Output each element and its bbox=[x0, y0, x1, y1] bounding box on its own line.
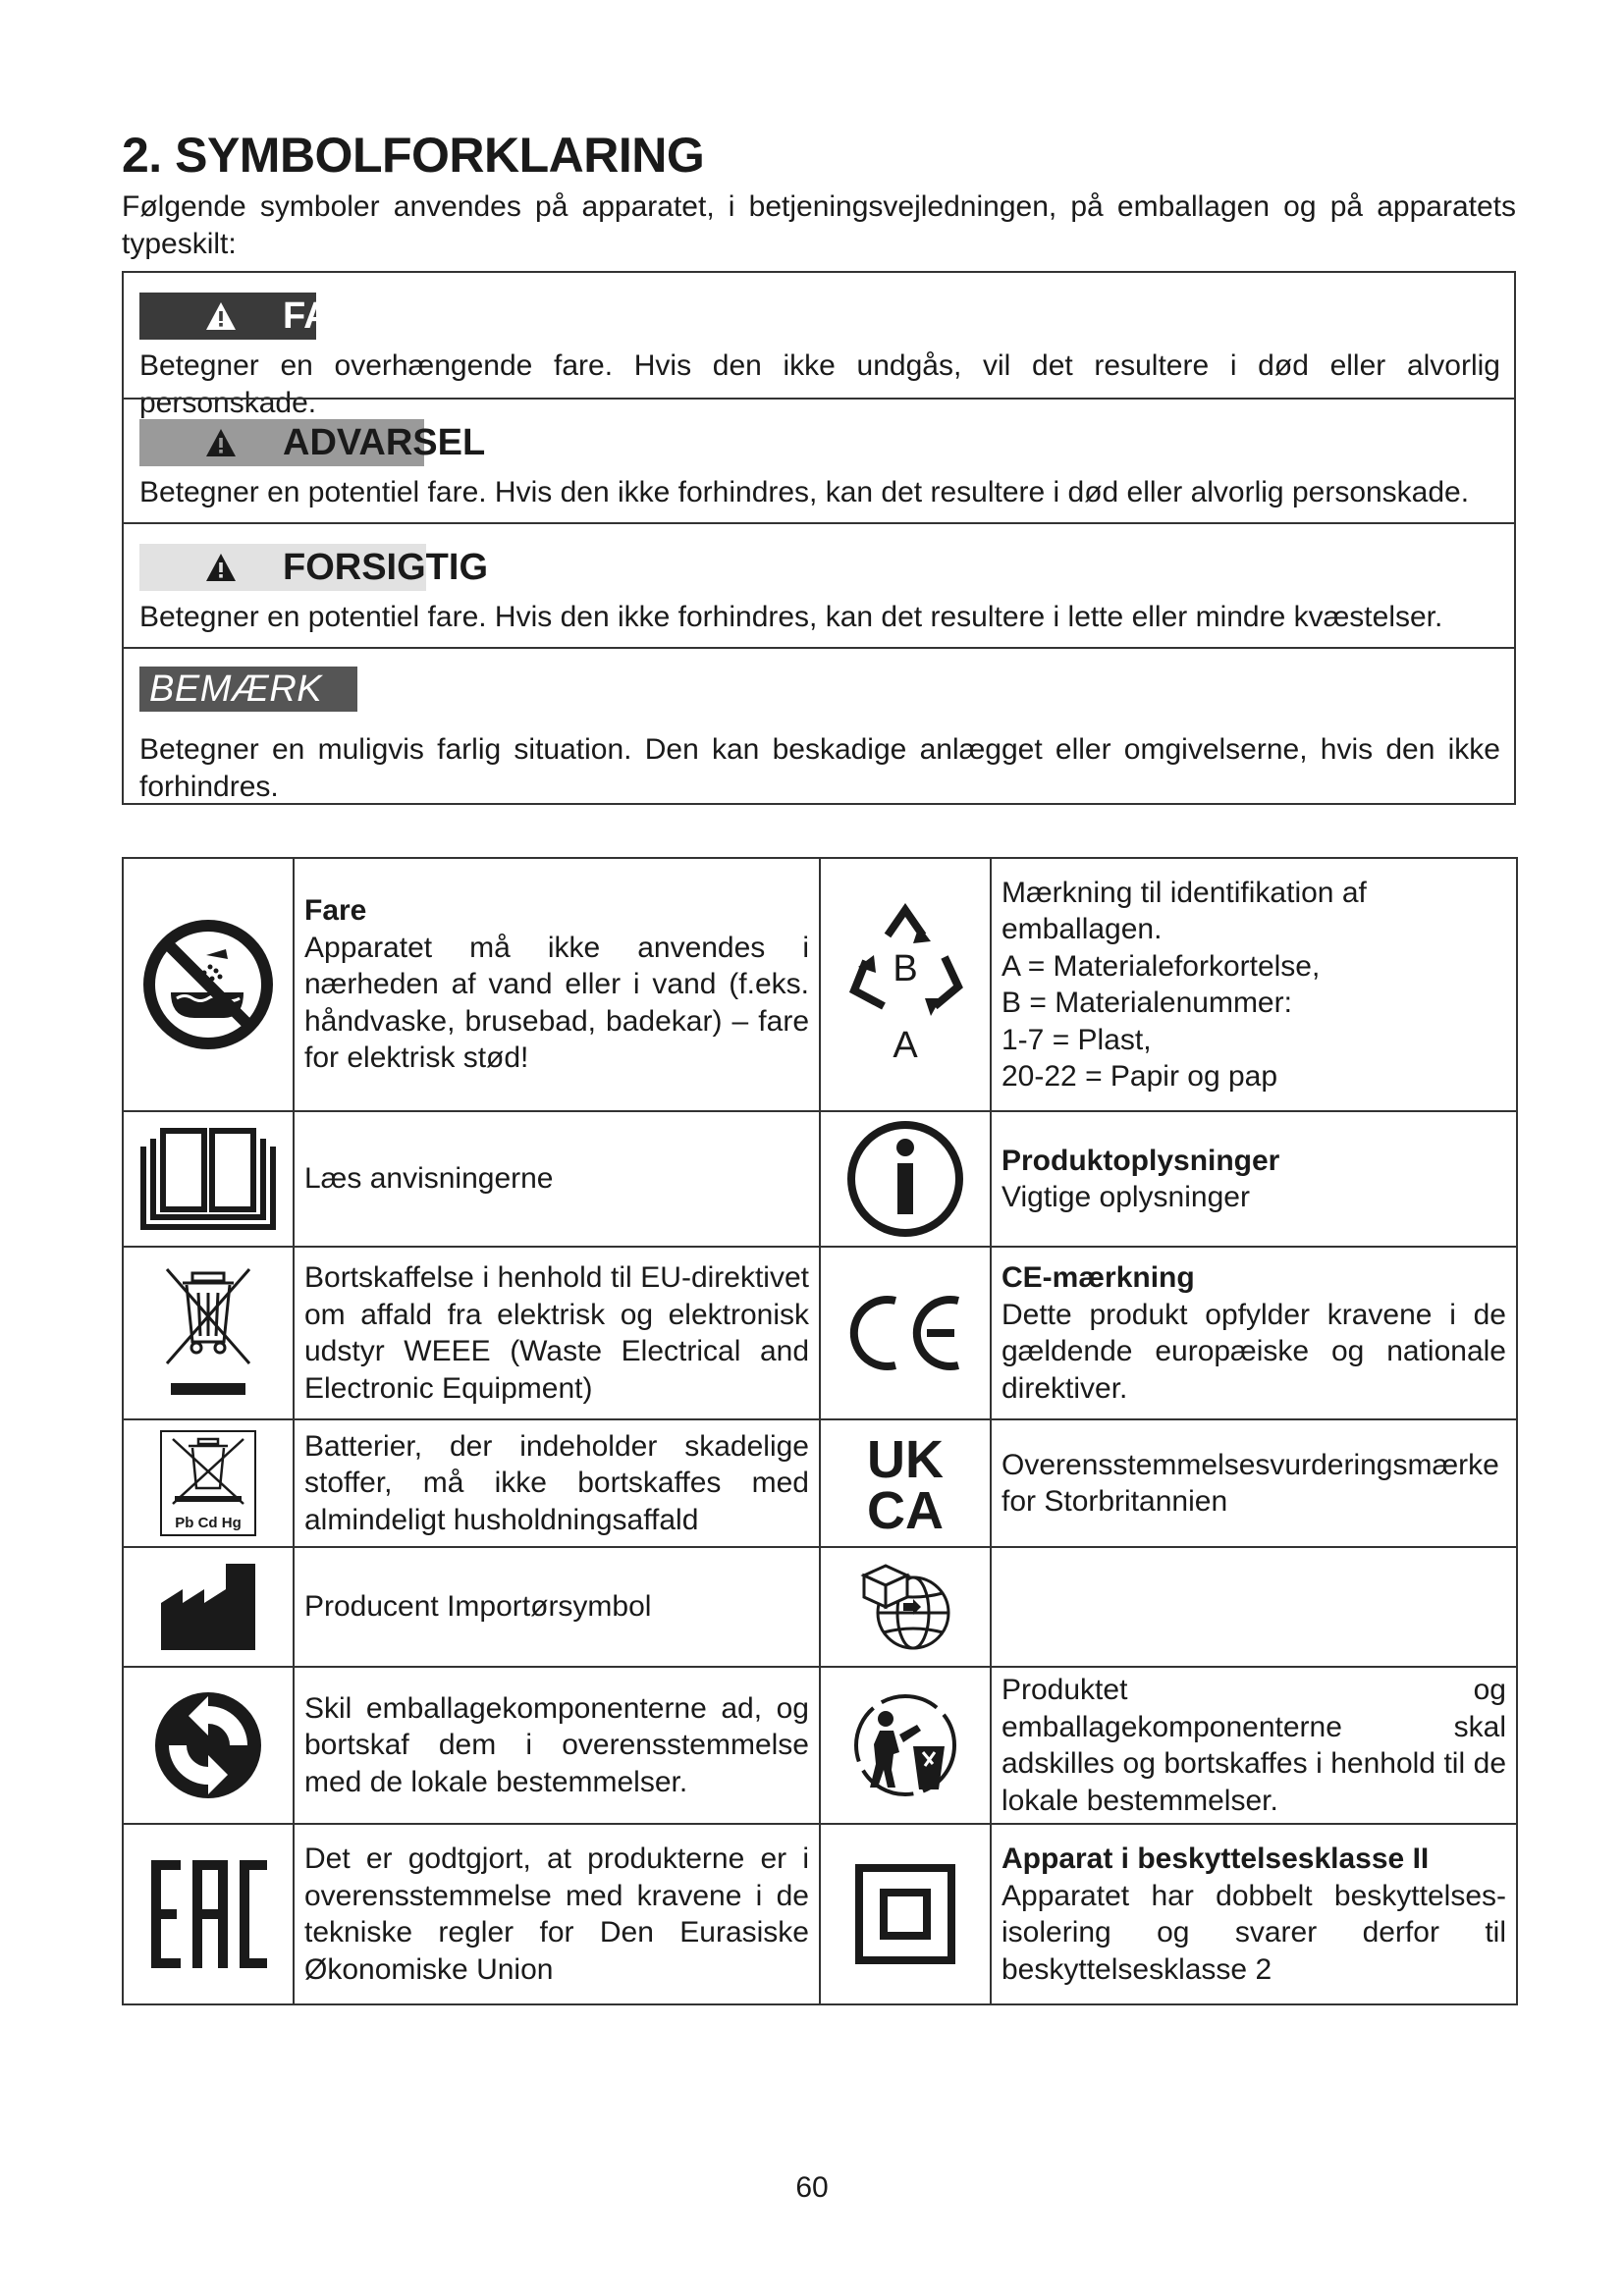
warning-triangle-icon bbox=[204, 552, 238, 583]
symbol-text-cell bbox=[991, 1111, 1517, 1247]
recycling-number: B bbox=[893, 948, 918, 989]
warning-triangle-icon bbox=[204, 300, 238, 332]
symbol-description: Læs anvisningerne bbox=[304, 1162, 554, 1196]
symbol-text-cell bbox=[294, 1111, 820, 1247]
hazard-notice bbox=[124, 647, 1514, 807]
symbol-description: Produktet og emballagekomponenterne skal adskilles og bortskaffes i henhold til de lokale bestemmelser. bbox=[1001, 1674, 1506, 1817]
symbol-description: Dette produkt opfylder kravene i de gældende europæiske og nationale direktiver. bbox=[1001, 1298, 1506, 1405]
symbol-icon-cell bbox=[820, 1247, 991, 1419]
symbol-icon-cell bbox=[123, 1419, 294, 1547]
symbol-description: Overensstemmelsesvurderingsmærke for Storbritannien bbox=[1001, 1448, 1499, 1518]
symbol-text-cell bbox=[294, 1824, 820, 2004]
no-water-icon bbox=[139, 916, 277, 1053]
manufacturer-icon bbox=[157, 1560, 259, 1654]
symbol-text-cell bbox=[991, 1247, 1517, 1419]
symbol-description: Producent Importørsymbol bbox=[304, 1590, 652, 1624]
table-row bbox=[123, 1111, 1517, 1247]
table-row bbox=[123, 1419, 1517, 1547]
intro-paragraph: Følgende symboler anvendes på apparatet, i betjeningsvejledningen, på emballagen og på apparatets typeskilt: bbox=[122, 190, 1516, 260]
symbol-text-cell bbox=[991, 1547, 1517, 1667]
ukca-top: UK bbox=[867, 1430, 944, 1489]
table-row bbox=[123, 1247, 1517, 1419]
ukca-mark-icon bbox=[856, 1430, 954, 1540]
read-manual-icon bbox=[139, 1123, 277, 1235]
class-ii-icon bbox=[854, 1863, 956, 1965]
hazard-label: FORSIGTIG bbox=[283, 547, 488, 588]
symbol-text-cell bbox=[294, 1547, 820, 1667]
hazard-levels-box bbox=[122, 271, 1516, 805]
green-dot-icon bbox=[151, 1688, 265, 1802]
symbol-description: Apparatet må ikke anvendes i nærheden af vand eller i vand (f.eks. håndvaske, brusebad, badekar) – fare for elektrisk stød! bbox=[304, 931, 809, 1075]
table-row bbox=[123, 1667, 1517, 1824]
symbol-description: Batterier, der indeholder skadelige stoffer, må ikke bortskaffes med almindeligt husholdningsaffald bbox=[304, 1429, 809, 1536]
notice-label: BEMÆRK bbox=[139, 667, 357, 712]
hazard-description: Betegner en potentiel fare. Hvis den ikke forhindres, kan det resultere i lette eller mindre kvæstelser. bbox=[139, 601, 1443, 633]
weee-bin-icon bbox=[159, 1259, 257, 1407]
symbol-icon-cell bbox=[820, 1419, 991, 1547]
symbol-description bbox=[992, 1603, 1516, 1611]
symbol-icon-cell bbox=[123, 1547, 294, 1667]
warning-triangle-icon bbox=[204, 427, 238, 458]
ce-mark-icon bbox=[844, 1289, 966, 1377]
symbol-heading: Fare bbox=[304, 894, 367, 928]
symbol-icon-cell bbox=[123, 1111, 294, 1247]
symbol-description: Apparatet har dobbelt beskyttelses-isolering og svarer derfor til beskyttelsesklasse 2 bbox=[1001, 1879, 1506, 1986]
symbol-icon-cell bbox=[123, 1667, 294, 1824]
symbol-description: Bortskaffelse i henhold til EU-direktivet om affald fra elektrisk og elektronisk udstyr WEEE (Waste Electrical and Electronic Equipment) bbox=[304, 1261, 809, 1405]
symbol-description: Vigtige oplysninger bbox=[1001, 1181, 1250, 1213]
symbol-description: Skil emballagekomponenterne ad, og bortskaf dem i overensstemmelse med de lokale bestemmelser. bbox=[304, 1691, 809, 1798]
table-row bbox=[123, 858, 1517, 1111]
symbol-text-cell bbox=[991, 858, 1517, 1111]
symbol-icon-cell bbox=[820, 1824, 991, 2004]
hazard-description: Betegner en potentiel fare. Hvis den ikke forhindres, kan det resultere i død eller alvorlig personskade. bbox=[139, 476, 1470, 508]
symbol-description: Det er godtgjort, at produkterne er i overensstemmelse med kravene i de tekniske regler for Den Eurasiske Økonomiske Union bbox=[304, 1842, 809, 1986]
symbol-text-cell bbox=[991, 1824, 1517, 2004]
hazard-caution bbox=[124, 522, 1514, 647]
page-number: 60 bbox=[795, 2171, 829, 2204]
symbol-icon-cell bbox=[820, 1667, 991, 1824]
symbol-description: Mærkning til identifikation af emballagen. A = Materialeforkortelse, B = Materialenummer: 1-7 = Plast, 20-22 = Papir og pap bbox=[1001, 876, 1367, 1093]
symbol-heading: Produktoplysninger bbox=[1001, 1144, 1280, 1177]
symbol-heading: Apparat i beskyttelsesklasse II bbox=[1001, 1842, 1430, 1875]
symbol-icon-cell bbox=[820, 858, 991, 1111]
symbol-icon-cell bbox=[820, 1547, 991, 1667]
table-row bbox=[123, 1824, 1517, 2004]
symbol-icon-cell bbox=[123, 858, 294, 1111]
symbol-text-cell bbox=[294, 1667, 820, 1824]
page-title: 2. SYMBOLFORKLARING bbox=[122, 128, 705, 183]
symbol-text-cell bbox=[991, 1419, 1517, 1547]
eac-mark-icon bbox=[147, 1850, 269, 1978]
hazard-warning bbox=[124, 398, 1514, 522]
info-icon bbox=[844, 1118, 966, 1240]
symbol-icon-cell bbox=[820, 1111, 991, 1247]
symbols-table bbox=[122, 857, 1518, 2005]
hazard-danger bbox=[124, 273, 1514, 419]
hazard-label: FA bbox=[283, 295, 331, 337]
recycling-code-icon bbox=[837, 896, 974, 1073]
symbol-text-cell bbox=[294, 858, 820, 1111]
symbol-text-cell bbox=[991, 1667, 1517, 1824]
table-row bbox=[123, 1547, 1517, 1667]
symbol-icon-cell bbox=[123, 1824, 294, 2004]
recycling-abbreviation: A bbox=[893, 1025, 918, 1066]
symbol-text-cell bbox=[294, 1247, 820, 1419]
symbol-icon-cell bbox=[123, 1247, 294, 1419]
hazard-description: Betegner en muligvis farlig situation. Den kan beskadige anlægget eller omgivelserne, hvis den ikke forhindres. bbox=[139, 733, 1500, 803]
symbol-heading: CE-mærkning bbox=[1001, 1261, 1195, 1294]
importer-globe-icon bbox=[856, 1558, 954, 1656]
tidyman-icon bbox=[848, 1691, 962, 1799]
hazard-description: Betegner en overhængende fare. Hvis den ikke undgås, vil det resultere i død eller alvorlig personskade. bbox=[139, 349, 1500, 419]
symbol-text-cell bbox=[294, 1419, 820, 1547]
battery-chemicals-label: Pb Cd Hg bbox=[175, 1515, 242, 1531]
ukca-bottom: CA bbox=[867, 1481, 944, 1540]
battery-bin-icon bbox=[159, 1429, 257, 1537]
hazard-label: ADVARSEL bbox=[283, 422, 486, 463]
